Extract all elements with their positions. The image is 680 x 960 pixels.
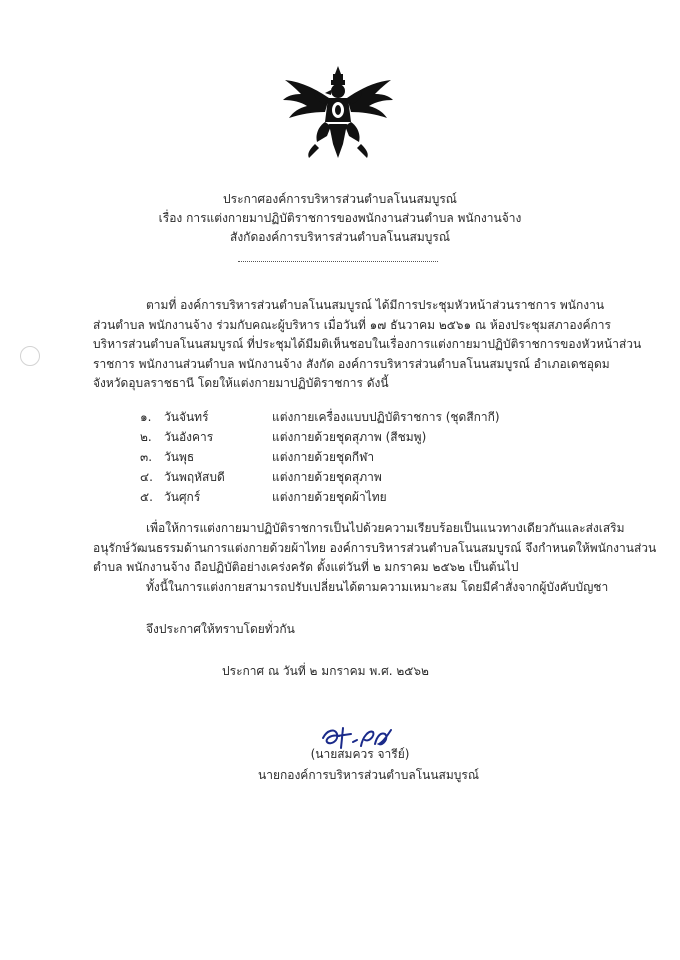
item-number: ๔.: [140, 470, 153, 484]
item-day: วันอังคาร: [164, 430, 214, 444]
signatory-position: นายกองค์การบริหารส่วนตำบลโนนสมบูรณ์: [258, 768, 479, 782]
item-day: วันพฤหัสบดี: [164, 470, 225, 484]
paragraph-1-line-4: ราชการ พนักงานส่วนตำบล พนักงานจ้าง สังกัด องค์การบริหารส่วนตำบลโนนสมบูรณ์ อำเภอเดชอุดม: [93, 357, 610, 371]
signatory-name: (นายสมควร จารีย์): [310, 747, 410, 761]
list-item: [140, 447, 540, 467]
item-dress: แต่งกายเครื่องแบบปฏิบัติราชการ (ชุดสีกากี): [272, 410, 500, 424]
punch-hole: [20, 346, 40, 366]
list-item: [140, 407, 540, 427]
paragraph-1-line-2: ส่วนตำบล พนักงานจ้าง ร่วมกับคณะผู้บริหาร เมื่อวันที่ ๑๗ ธันวาคม ๒๕๖๑ ณ ห้องประชุมสภาองค์การ: [93, 318, 611, 332]
item-day: วันจันทร์: [164, 410, 209, 424]
item-day: วันพุธ: [164, 450, 195, 464]
list-item: [140, 487, 540, 507]
paragraph-1-line-3: บริหารส่วนตำบลโนนสมบูรณ์ ที่ประชุมได้มีมติเห็นชอบในเรื่องการแต่งกายมาปฏิบัติราชการของหัวหน้าส่วน: [93, 337, 642, 351]
paragraph-2-line-2: อนุรักษ์วัฒนธรรมด้านการแต่งกายด้วยผ้าไทย องค์การบริหารส่วนตำบลโนนสมบูรณ์ จึงกำหนดให้พนักงานส่วน: [93, 541, 657, 555]
paragraph-2-line-3: ตำบล พนักงานจ้าง ถือปฏิบัติอย่างเคร่งครัด ตั้งแต่วันที่ ๒ มกราคม ๒๕๖๒ เป็นต้นไป: [93, 560, 519, 574]
subject-line-1: เรื่อง การแต่งกายมาปฏิบัติราชการของพนักงานส่วนตำบล พนักงานจ้าง: [158, 211, 522, 225]
item-dress: แต่งกายด้วยชุดกีฬา: [272, 450, 375, 464]
list-item: [140, 427, 540, 447]
list-item: [140, 467, 540, 487]
item-number: ๓.: [140, 450, 153, 464]
item-dress: แต่งกายด้วยชุดสุภาพ: [272, 470, 382, 484]
paragraph-3: ทั้งนี้ในการแต่งกายสามารถปรับเปลี่ยนได้ตามความเหมาะสม โดยมีคำสั่งจากผู้บังคับบัญชา: [146, 580, 609, 594]
subject-line-2: สังกัดองค์การบริหารส่วนตำบลโนนสมบูรณ์: [230, 230, 450, 244]
dress-code-list: [140, 407, 540, 507]
header-divider: [238, 261, 438, 262]
announcement-date: ประกาศ ณ วันที่ ๒ มกราคม พ.ศ. ๒๕๖๒: [222, 664, 429, 678]
issuer-title: ประกาศองค์การบริหารส่วนตำบลโนนสมบูรณ์: [223, 192, 457, 206]
item-number: ๕.: [140, 490, 153, 504]
announcement-header: [0, 190, 680, 247]
item-number: ๒.: [140, 430, 152, 444]
item-dress: แต่งกายด้วยชุดผ้าไทย: [272, 490, 387, 504]
garuda-emblem-icon: [279, 60, 397, 160]
paragraph-1-line-1: ตามที่ องค์การบริหารส่วนตำบลโนนสมบูรณ์ ได้มีการประชุมหัวหน้าส่วนราชการ พนักงาน: [146, 298, 605, 312]
item-number: ๑.: [140, 410, 152, 424]
closing-statement: จึงประกาศให้ทราบโดยทั่วกัน: [146, 622, 295, 636]
item-day: วันศุกร์: [164, 490, 201, 504]
paragraph-2-line-1: เพื่อให้การแต่งกายมาปฏิบัติราชการเป็นไปด้วยความเรียบร้อยเป็นแนวทางเดียวกันและส่งเสริม: [146, 521, 625, 535]
paragraph-1-line-5: จังหวัดอุบลราชธานี โดยให้แต่งกายมาปฏิบัติราชการ ดังนี้: [93, 376, 389, 390]
item-dress: แต่งกายด้วยชุดสุภาพ (สีชมพู): [272, 430, 427, 444]
